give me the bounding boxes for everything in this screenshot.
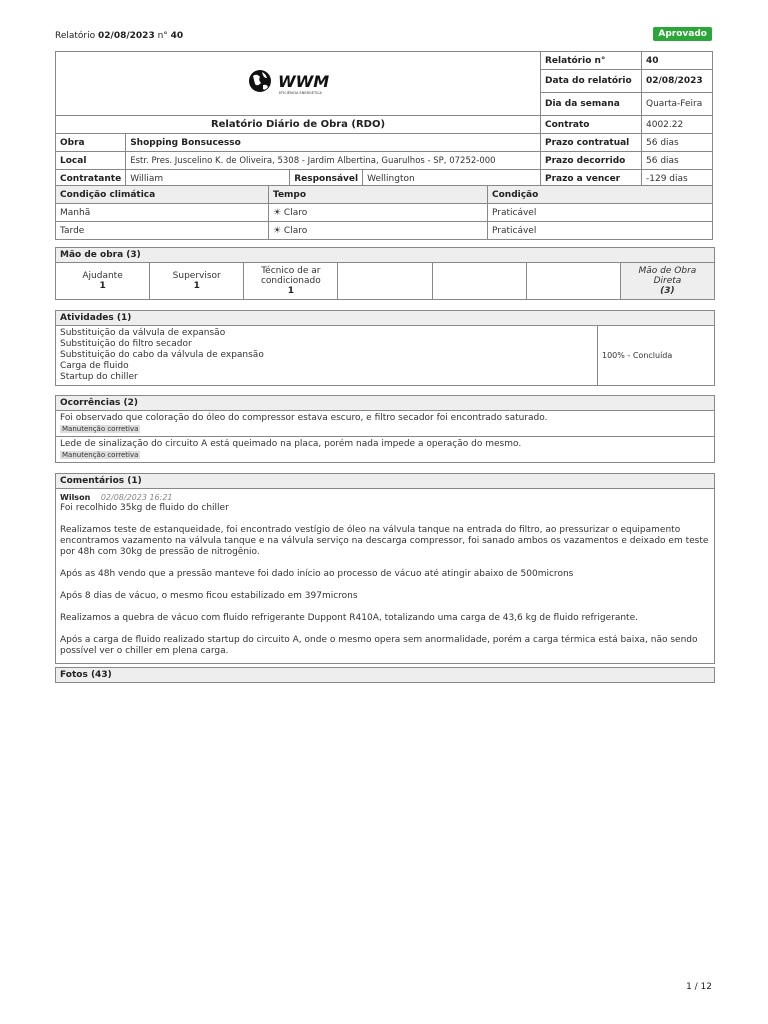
- weather-condicao: Praticável: [488, 222, 713, 240]
- comment-item: [56, 489, 714, 663]
- comment-paragraph: Foi recolhido 35kg de fluido do chiller: [60, 503, 229, 513]
- comment-paragraph: Após a carga de fluido realizado startup do circuito A, onde o mesmo opera sem anormalidade, porém a carga térmica está baixa, não sendo possível ver o chiller em plena carga.: [60, 635, 698, 656]
- company-logo: [248, 67, 348, 97]
- weather-col-condicao: Condição: [488, 186, 713, 204]
- document-title: Relatório Diário de Obra (RDO): [56, 116, 541, 134]
- contrato-value: 4002.22: [642, 116, 713, 134]
- report-number: 40: [170, 31, 184, 41]
- occurrence-text: Lede de sinalização do circuito A está queimado na placa, porém nada impede a operação do mesmo.: [60, 439, 522, 449]
- comment-author: Wilson: [60, 493, 91, 502]
- weather-table: [55, 185, 713, 240]
- header-table: [55, 51, 713, 188]
- workforce-title: Mão de obra (3): [56, 248, 714, 263]
- logo-cell: [56, 52, 541, 116]
- weather-col-tempo: Tempo: [269, 186, 488, 204]
- worker-cell: [150, 263, 244, 299]
- comment-paragraph: Realizamos a quebra de vácuo com fluido refrigerante Duppont R410A, totalizando uma carga de 43,6 kg de fluido refrigerante.: [60, 613, 638, 623]
- prazo-vencer-value: -129 dias: [642, 170, 713, 188]
- photos-title[interactable]: Fotos (43): [56, 668, 714, 682]
- local-label: Local: [56, 152, 126, 170]
- prazo-vencer-label: Prazo a vencer: [541, 170, 642, 188]
- weather-period: Tarde: [56, 222, 269, 240]
- occurrence-item: [56, 411, 714, 437]
- comment-timestamp: 02/08/2023 16:21: [100, 493, 173, 502]
- occurrences-section: [55, 395, 715, 463]
- local-value: Estr. Pres. Juscelino K. de Oliveira, 5308 - Jardim Albertina, Guarulhos - SP, 07252-000: [126, 152, 541, 170]
- activities-section: [55, 310, 715, 386]
- direct-workforce-cell: [620, 263, 714, 299]
- worker-count: 1: [287, 286, 294, 296]
- occurrence-tag: Manutenção corretiva: [62, 425, 139, 433]
- worker-cell-empty: [432, 263, 526, 299]
- page-number: 1 / 12: [686, 982, 712, 992]
- occurrences-title: Ocorrências (2): [56, 396, 714, 411]
- svg-text:WWM: WWM: [278, 72, 330, 91]
- prazo-contratual-value: 56 dias: [642, 134, 713, 152]
- weather-tempo: ☀ Claro: [269, 222, 488, 240]
- comment-paragraph: Após as 48h vendo que a pressão manteve foi dado início ao processo de vácuo até atingir abaixo de 500microns: [60, 569, 574, 579]
- workforce-table: [56, 263, 714, 299]
- svg-text:EFICIÊNCIA ENERGÉTICA: EFICIÊNCIA ENERGÉTICA: [279, 91, 322, 95]
- worker-role: Ajudante: [82, 271, 123, 281]
- obra-value: Shopping Bonsucesso: [126, 134, 541, 152]
- relatorio-n-label: Relatório n°: [541, 52, 642, 70]
- occurrence-item: [56, 437, 714, 462]
- occurrence-text: Foi observado que coloração do óleo do compressor estava escuro, e filtro secador foi encontrado saturado.: [60, 413, 548, 423]
- photos-section[interactable]: [55, 667, 715, 683]
- responsavel-label: Responsável: [290, 170, 363, 188]
- occurrence-tag: Manutenção corretiva: [62, 451, 139, 459]
- data-label: Data do relatório: [541, 70, 642, 93]
- worker-cell: [244, 263, 338, 299]
- prazo-decorrido-label: Prazo decorrido: [541, 152, 642, 170]
- activities-list: [56, 326, 598, 385]
- report-heading: [55, 31, 183, 41]
- dia-label: Dia da semana: [541, 93, 642, 116]
- status-badge: Aprovado: [653, 27, 712, 41]
- comments-title: Comentários (1): [56, 474, 714, 489]
- worker-role: Supervisor: [172, 271, 221, 281]
- activities-title: Atividades (1): [56, 311, 714, 326]
- worker-count: 1: [193, 281, 200, 291]
- responsavel-value: Wellington: [363, 170, 541, 188]
- activity-status: 100% - Concluída: [602, 351, 673, 360]
- dia-value: Quarta-Feira: [642, 93, 713, 116]
- report-prefix: Relatório: [55, 31, 96, 41]
- list-item: Substituição do filtro secador: [60, 339, 192, 349]
- list-item: Substituição da válvula de expansão: [60, 328, 226, 338]
- contrato-label: Contrato: [541, 116, 642, 134]
- worker-cell: [56, 263, 150, 299]
- comment-paragraph: Realizamos teste de estanqueidade, foi encontrado vestígio de óleo na válvula tanque na entrada do filtro, ao pressurizar o equipamento encontramos vazamento na válvula tanque e na válvula serviço na descarga compressor, foi sanado ambos os vazamentos e deixado em teste por 48h com 30kg de pressão de nitrogênio.: [60, 525, 709, 557]
- weather-tempo: ☀ Claro: [269, 204, 488, 222]
- obra-label: Obra: [56, 134, 126, 152]
- report-num-prefix: n°: [157, 31, 168, 41]
- list-item: Carga de fluido: [60, 361, 129, 371]
- contratante-value: William: [126, 170, 290, 188]
- weather-condicao: Praticável: [488, 204, 713, 222]
- workforce-section: [55, 247, 715, 300]
- weather-row: [56, 222, 713, 240]
- prazo-decorrido-value: 56 dias: [642, 152, 713, 170]
- worker-count: 1: [99, 281, 106, 291]
- report-date: 02/08/2023: [98, 31, 155, 41]
- weather-row: [56, 204, 713, 222]
- list-item: Startup do chiller: [60, 372, 138, 382]
- direct-workforce-label: Mão de Obra Direta: [638, 266, 697, 286]
- worker-cell-empty: [526, 263, 620, 299]
- comments-section: [55, 473, 715, 664]
- weather-col-condition: Condição climática: [56, 186, 269, 204]
- data-value: 02/08/2023: [642, 70, 713, 93]
- contratante-label: Contratante: [56, 170, 126, 188]
- direct-workforce-count: (3): [660, 286, 675, 296]
- worker-cell-empty: [338, 263, 432, 299]
- list-item: Substituição do cabo da válvula de expansão: [60, 350, 264, 360]
- worker-role: Técnico de ar condicionado: [260, 266, 321, 286]
- weather-period: Manhã: [56, 204, 269, 222]
- relatorio-n-value: 40: [642, 52, 713, 70]
- globe-icon: [249, 70, 271, 92]
- comment-paragraph: Após 8 dias de vácuo, o mesmo ficou estabilizado em 397microns: [60, 591, 358, 601]
- prazo-contratual-label: Prazo contratual: [541, 134, 642, 152]
